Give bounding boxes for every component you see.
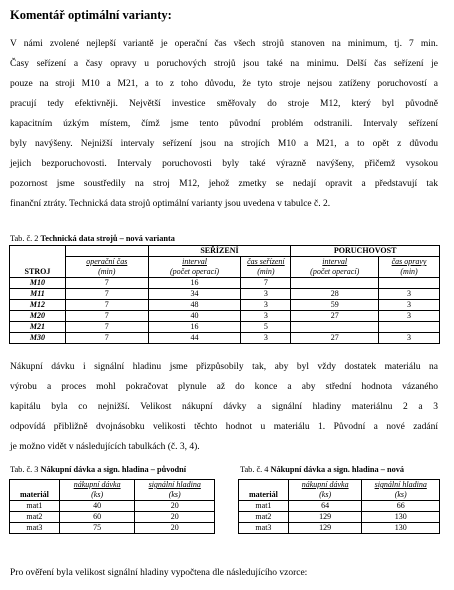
paragraph-purchase-batch — [10, 357, 438, 457]
table2-header-cas-serizeni: čas seřízení — [241, 257, 291, 268]
table-cell: 60 — [59, 512, 135, 523]
table2-unit-min2: (min) — [241, 267, 291, 278]
table3-original — [9, 479, 215, 534]
text-line: byly navýšeny. Nejnižší intervaly seřízení jsou na strojích M10 a M21, a to opět z důvodu — [10, 139, 438, 149]
row-label-cell: mat1 — [10, 501, 60, 512]
table4-unit-ks: (ks) — [288, 490, 362, 501]
row-label-cell: mat1 — [239, 501, 289, 512]
text-line: kapitálu byla co nejnižší. Velikost nákupní dávky a signální hladiny materiálnu 2 a 3 — [10, 402, 438, 412]
text-line: finanční ztráty. Technická data strojů optimální varianty jsou uvedena v tabulce č. 2. — [10, 199, 331, 209]
table-row — [239, 512, 440, 523]
table-cell: 7 — [65, 278, 148, 289]
table2-unit-min: (min) — [65, 267, 148, 278]
table-cell: 27 — [291, 311, 379, 322]
table-cell: 3 — [379, 333, 440, 344]
table2-corner-cell — [10, 246, 66, 257]
table-row — [239, 501, 440, 512]
table3-corner-cell — [10, 480, 60, 491]
text-line: pozornost jsme soustředily na stroj M12, jehož zmetky se nedají opravit a představují tak — [10, 179, 438, 189]
table3-header-davka: nákupní dávka — [59, 480, 135, 491]
row-label-cell: M30 — [10, 333, 66, 344]
table-cell — [379, 322, 440, 333]
table-cell: 64 — [288, 501, 362, 512]
row-label-cell: mat3 — [239, 523, 289, 534]
table-cell: 129 — [288, 523, 362, 534]
table-cell: 3 — [241, 289, 291, 300]
text-line: je možno vidět v následujících tabulkách (č. 3, 4). — [10, 442, 200, 452]
table4-header-material: materiál — [239, 490, 289, 501]
table-cell: 7 — [65, 300, 148, 311]
table-cell: 44 — [148, 333, 241, 344]
row-label-cell: mat3 — [10, 523, 60, 534]
table-cell — [291, 322, 379, 333]
table-cell: 20 — [135, 512, 215, 523]
table4-caption — [240, 465, 404, 474]
table2-header-interval: interval — [148, 257, 241, 268]
table-cell: 129 — [288, 512, 362, 523]
text-line: Nákupní dávku i signální hladinu jsme přizpůsobily tak, aby byl vždy dostatek materiálu na — [10, 362, 438, 372]
table-cell: 3 — [241, 300, 291, 311]
row-label-cell: M10 — [10, 278, 66, 289]
table4-caption-title: Nákupní dávka a sign. hladina – nová — [270, 465, 405, 474]
table4-caption-prefix: Tab. č. 4 — [240, 465, 269, 474]
table-row — [10, 512, 215, 523]
table-cell: 130 — [362, 523, 440, 534]
row-label-cell: mat2 — [239, 512, 289, 523]
table-row — [10, 523, 215, 534]
table-cell: 7 — [65, 289, 148, 300]
table2-group-serizeni: SEŘÍZENÍ — [148, 246, 291, 257]
table-row — [10, 289, 440, 300]
table2-caption-prefix: Tab. č. 2 — [10, 234, 39, 243]
table-cell — [379, 278, 440, 289]
table-cell: 16 — [148, 278, 241, 289]
section-heading: Komentář optimální varianty: — [10, 8, 172, 22]
table-row — [239, 523, 440, 534]
table-cell: 20 — [135, 523, 215, 534]
table2-header-cas-opravy: čas opravy — [379, 257, 440, 268]
row-label-cell: M21 — [10, 322, 66, 333]
table2-header-interval2: interval — [291, 257, 379, 268]
row-label-cell: mat2 — [10, 512, 60, 523]
table3-caption-prefix: Tab. č. 3 — [10, 465, 39, 474]
table-cell: 28 — [291, 289, 379, 300]
table2-group-poruchovost: PORUCHOVOST — [291, 246, 440, 257]
table-row — [10, 311, 440, 322]
table2-caption — [10, 234, 175, 243]
table-cell: 130 — [362, 512, 440, 523]
text-line: pracují tedy efektivněji. Největší investice směřovaly do stroje M12, který byl původně — [10, 99, 438, 109]
table-cell: 20 — [135, 501, 215, 512]
table-cell: 75 — [59, 523, 135, 534]
table2-unit-min3: (min) — [379, 267, 440, 278]
text-line: výrobu a proces mohl pokračovat plynule až do konce a aby střední hodnota vázaného — [10, 382, 438, 392]
table-cell: 7 — [65, 322, 148, 333]
table-cell: 3 — [241, 333, 291, 344]
table4-header-hladina: signální hladina — [362, 480, 440, 491]
text-line: Časy seřízení a časy opravy u poruchových strojů jsou také na minimu. Delší čas seřízení je — [10, 59, 438, 69]
text-line: kapacitním úzkým místem, čímž jsme tento původní problém odstranili. Intervaly seřízení — [10, 119, 438, 129]
table-cell: 40 — [148, 311, 241, 322]
table-row — [10, 333, 440, 344]
table-cell: 7 — [241, 278, 291, 289]
paragraph-optimal-variant — [10, 34, 438, 214]
row-label-cell: M11 — [10, 289, 66, 300]
table-cell: 7 — [65, 333, 148, 344]
table-cell: 59 — [291, 300, 379, 311]
table-cell: 40 — [59, 501, 135, 512]
table3-unit-ks2: (ks) — [135, 490, 215, 501]
table-row — [10, 278, 440, 289]
table2-unit-pocet: (počet operací) — [148, 267, 241, 278]
table-cell: 34 — [148, 289, 241, 300]
table-cell: 7 — [65, 311, 148, 322]
table-row — [10, 300, 440, 311]
table-cell: 66 — [362, 501, 440, 512]
table2-empty-cell — [65, 246, 148, 257]
text-line: V námi zvolené nejlepší variantě je operační čas všech strojů stanoven na minimum, tj. 7 min. — [10, 39, 438, 49]
table3-header-material: materiál — [10, 490, 60, 501]
table3-caption — [10, 465, 186, 474]
table3-caption-title: Nákupní dávka a sign. hladina – původní — [40, 465, 187, 474]
table4-corner-cell — [239, 480, 289, 491]
closing-sentence: Pro ověření byla velikost signální hladiny vypočtena dle následujícího vzorce: — [10, 568, 308, 578]
table-cell: 3 — [379, 289, 440, 300]
table-cell: 5 — [241, 322, 291, 333]
table2-caption-title: Technická data strojů – nová varianta — [40, 234, 175, 243]
table4-new — [238, 479, 440, 534]
table-row — [10, 501, 215, 512]
table-cell: 48 — [148, 300, 241, 311]
table-row — [10, 322, 440, 333]
row-label-cell: M12 — [10, 300, 66, 311]
table-cell: 27 — [291, 333, 379, 344]
table2-machine-data — [9, 245, 440, 344]
table-cell — [291, 278, 379, 289]
table-cell: 3 — [241, 311, 291, 322]
table-cell: 3 — [379, 311, 440, 322]
table2-unit-pocet2: (počet operací) — [291, 267, 379, 278]
table3-unit-ks: (ks) — [59, 490, 135, 501]
row-label-cell: M20 — [10, 311, 66, 322]
text-line: jejich bezporuchovosti. Intervaly poruchovosti byly také výrazně navýšeny, přičemž vysokou — [10, 159, 438, 169]
table4-header-davka: nákupní dávka — [288, 480, 362, 491]
text-line: odpovídá přibližně dvojnásobku velikosti těchto hodnot u materiálu 1. Původní a nové zadání — [10, 422, 438, 432]
table4-unit-ks2: (ks) — [362, 490, 440, 501]
table2-header-stroj: STROJ — [10, 267, 66, 278]
table-cell: 16 — [148, 322, 241, 333]
text-line: pouze na stroji M10 a M21, a to z toho důvodu, že tyto stroje nejsou zatíženy poruchovostí a — [10, 79, 438, 89]
table-cell: 3 — [379, 300, 440, 311]
table3-header-hladina: signální hladina — [135, 480, 215, 491]
table2-spacer-cell — [10, 257, 66, 268]
table2-header-op-cas: operační čas — [65, 257, 148, 268]
